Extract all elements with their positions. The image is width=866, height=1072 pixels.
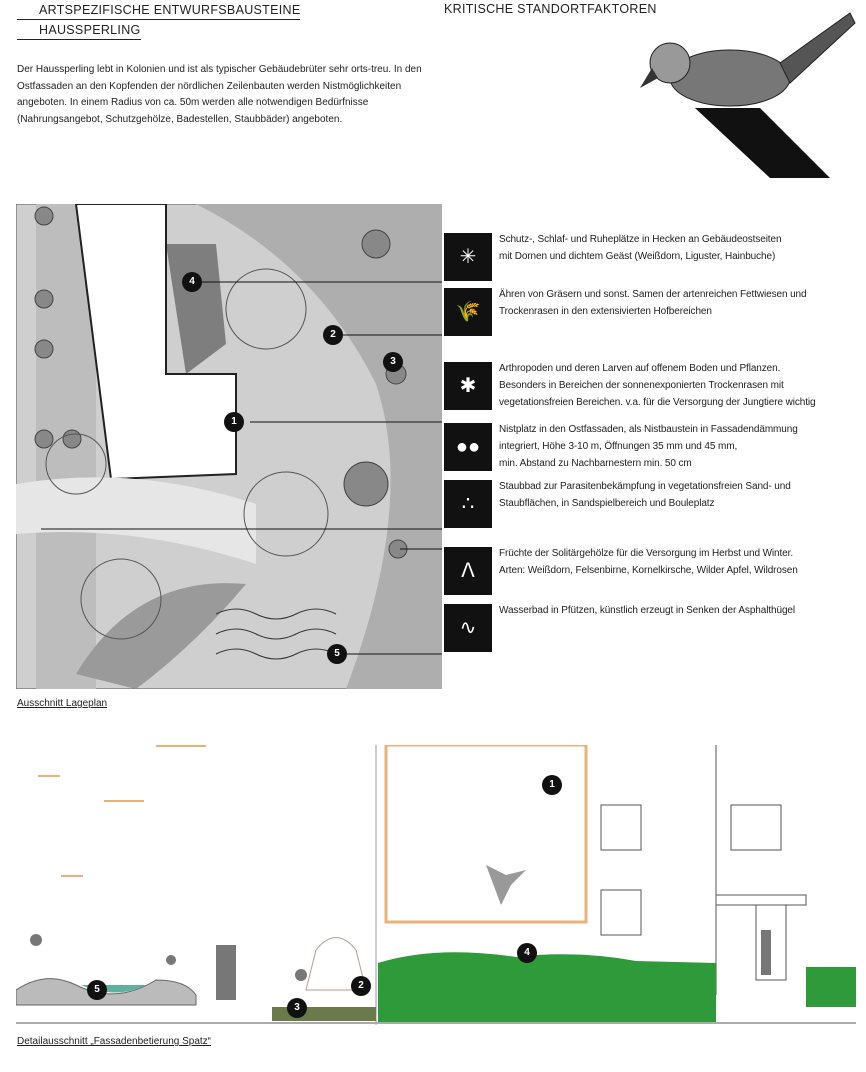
legend-line: Trockenrasen in den extensivierten Hofbereichen — [499, 306, 712, 317]
sparrow-illustration — [640, 8, 860, 178]
eggs-icon: ●● — [444, 423, 492, 471]
legend-line: integriert, Höhe 3-10 m, Öffnungen 35 mm und 45 mm, — [499, 441, 738, 452]
plan-marker-3: 3 — [383, 352, 403, 372]
beetle-icon: ✱ — [444, 362, 492, 410]
legend-line: Arthropoden und deren Larven auf offenem Boden und Pflanzen. — [499, 363, 781, 374]
section-marker-5: 5 — [87, 980, 107, 1000]
legend-text — [499, 421, 865, 472]
legend-line: Schutz-, Schlaf- und Ruheplätze in Hecken an Gebäudeostseiten — [499, 234, 782, 245]
branches-icon: ✳ — [444, 233, 492, 281]
legend-text — [499, 545, 865, 579]
legend-text — [499, 286, 865, 320]
title-line-2: HAUSSPERLING — [17, 22, 141, 40]
plan-marker-2: 2 — [323, 325, 343, 345]
section-marker-2: 2 — [351, 976, 371, 996]
plan-marker-5: 5 — [327, 644, 347, 664]
legend-line: Früchte der Solitärgehölze für die Versorgung im Herbst und Winter. — [499, 548, 794, 559]
legend-line: vegetationsfreien Bereichen. v.a. für die Versorgung der Jungtiere wichtig — [499, 397, 816, 408]
legend-line: Ähren von Gräsern und sonst. Samen der artenreichen Fettwiesen und — [499, 289, 807, 300]
legend-text — [499, 231, 865, 265]
section-marker-3: 3 — [287, 998, 307, 1018]
legend-text — [499, 478, 865, 512]
water-wave-icon: ∿ — [444, 604, 492, 652]
plan-marker-4: 4 — [182, 272, 202, 292]
legend-text — [499, 360, 865, 411]
section-drawing — [16, 745, 856, 1030]
legend-line: mit Dornen und dichtem Geäst (Weißdorn, Liguster, Hainbuche) — [499, 251, 776, 262]
legend-line: Wasserbad in Pfützen, künstlich erzeugt in Senken der Asphalthügel — [499, 605, 795, 616]
legend-line: Arten: Weißdorn, Felsenbirne, Kornelkirsche, Wilder Apfel, Wildrosen — [499, 565, 798, 576]
section-caption: Detailausschnitt „Fassadenbetierung Spatz“ — [17, 1036, 211, 1047]
plan-marker-1: 1 — [224, 412, 244, 432]
section-marker-4: 4 — [517, 943, 537, 963]
legend-line: Nistplatz in den Ostfassaden, als Nistbaustein in Fassadendämmung — [499, 424, 798, 435]
legend-line: Staubbad zur Parasitenbekämpfung in vegetationsfreien Sand- und — [499, 481, 791, 492]
cherry-icon: ᐱ — [444, 547, 492, 595]
legend-text — [499, 602, 865, 619]
right-title: KRITISCHE STANDORTFAKTOREN — [444, 2, 657, 16]
site-plan — [16, 204, 442, 689]
legend-line: Staubflächen, in Sandspielbereich und Bouleplatz — [499, 498, 715, 509]
dust-icon: ∴ — [444, 480, 492, 528]
title-line-1: ARTSPEZIFISCHE ENTWURFSBAUSTEINE — [17, 2, 300, 20]
wheat-icon: 🌾 — [444, 288, 492, 336]
legend-line: Besonders in Bereichen der sonnenexponierten Trockenrasen mit — [499, 380, 784, 391]
legend-line: min. Abstand zu Nachbarnestern min. 50 cm — [499, 458, 692, 469]
plan-caption: Ausschnitt Lageplan — [17, 698, 108, 709]
intro-text: Der Haussperling lebt in Kolonien und ist als typischer Gebäudebrüter sehr orts-treu. In den Ostfassaden an den Kopfenden der nördlichen Zeilenbauten werden Nistmöglichkeiten angeboten. In einem Radius von ca. 50m werden alle notwendigen Bedürfnisse (Nahrungsangebot, Schutzgehölze, Badestellen, Staubbäder) angeboten. — [17, 64, 422, 125]
section-marker-1: 1 — [542, 775, 562, 795]
